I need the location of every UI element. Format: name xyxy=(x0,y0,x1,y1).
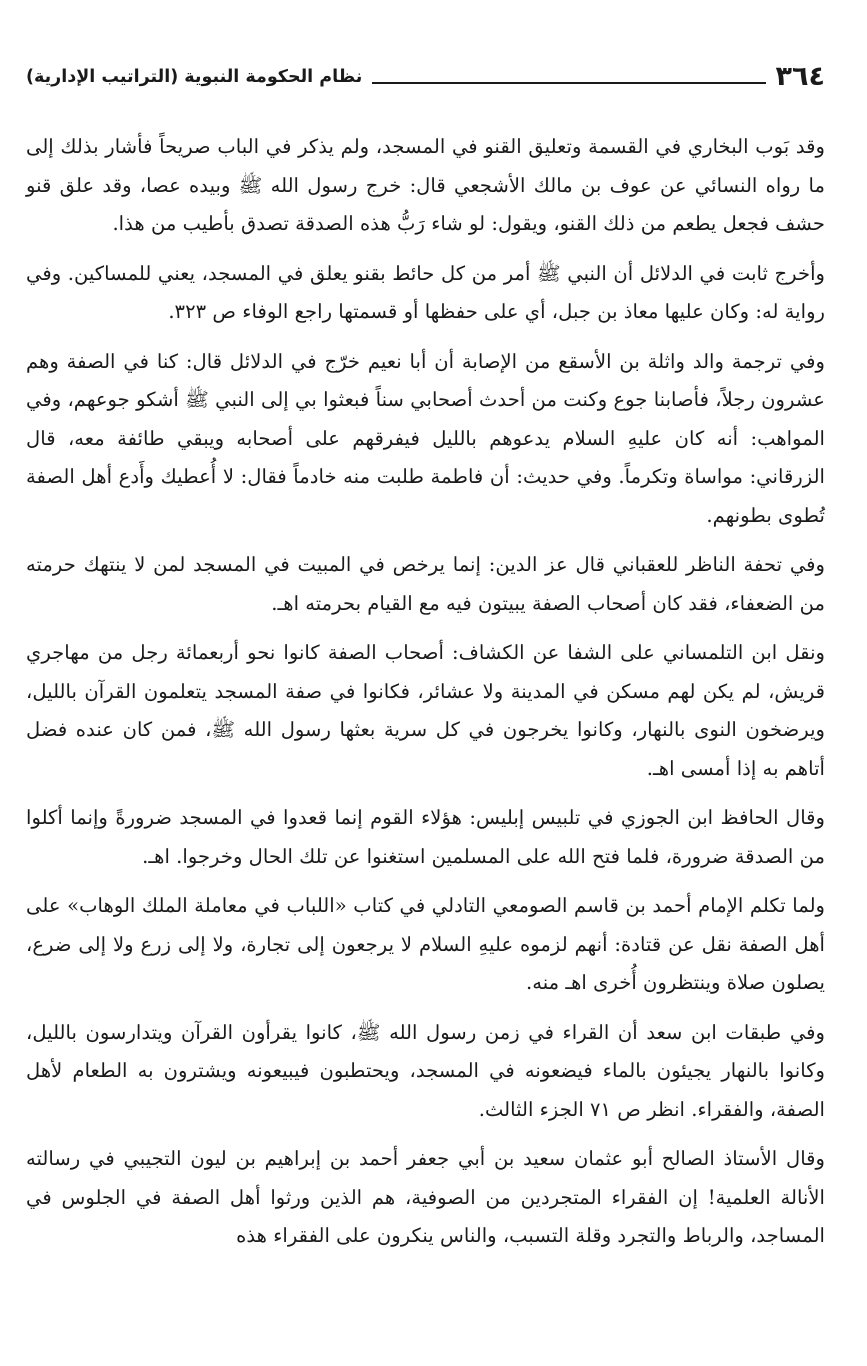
paragraph: وأخرج ثابت في الدلائل أن النبي ﷺ أمر من كل حائط بقنو يعلق في المسجد، يعني للمساكين. وفي رواية له: وكان عليها معاذ بن جبل، أي على حفظها أو قسمتها راجع الوفاء ص ٣٢٣. xyxy=(26,261,825,323)
header-rule xyxy=(372,82,765,84)
paragraph: وفي ترجمة والد واثلة بن الأسقع من الإصابة أن أبا نعيم خرّج في الدلائل قال: كنا في الصفة وهم عشرون رجلاً، فأصابنا جوع وكنت من أحدث أصحابي سناً فبعثوا بي إلى النبي ﷺ أشكو جوعهم، وفي المواهب: أنه كان عليهِ السلام يدعوهم بالليل فيفرقهم على أصحابه ويبقي طائفة معه، قال الزرقاني: مواساة وتكرماً. وفي حديث: أن فاطمة طلبت منه خادماً فقال: لا أُعطيك وأَدع أهل الصفة تُطوى بطونهم. xyxy=(26,349,825,527)
page-number: ٣٦٤ xyxy=(775,61,825,92)
paragraph: وقد بَوب البخاري في القسمة وتعليق القنو في المسجد، ولم يذكر في الباب صريحاً فأشار بذلك إلى ما رواه النسائي عن عوف بن مالك الأشجعي قال: خرج رسول الله ﷺ وبيده عصا، وقد علق قنو حشف فجعل يطعم من ذلك القنو، ويقول: لو شاء رَبُّ هذه الصدقة تصدق بأطيب من هذا. xyxy=(26,135,825,235)
paragraph: وقال الحافظ ابن الجوزي في تلبيس إبليس: هؤلاء القوم إنما قعدوا في المسجد ضرورةً وإنما أكلوا من الصدقة ضرورة، فلما فتح الله على المسلمين استغنوا عن تلك الحال وخرجوا. اهـ. xyxy=(26,806,825,868)
paragraph: وفي طبقات ابن سعد أن القراء في زمن رسول الله ﷺ، كانوا يقرأون القرآن ويتدارسون بالليل، وكانوا بالنهار يجيئون بالماء فيضعونه في المسجد، ويحتطبون فيبيعونه ويشترون به الطعام لأهل الصفة، والفقراء. انظر ص ٧١ الجزء الثالث. xyxy=(26,1020,825,1121)
paragraph: ونقل ابن التلمساني على الشفا عن الكشاف: أصحاب الصفة كانوا نحو أربعمائة رجل من مهاجري قريش، لم يكن لهم مسكن في المدينة ولا عشائر، فكانوا في صفة المسجد يتعلمون القرآن بالليل، ويرضخون النوى بالنهار، وكانوا يخرجون في كل سرية بعثها رسول الله ﷺ، فمن كان عنده فضل أتاهم به إذا أمسى اهـ. xyxy=(26,641,825,780)
paragraph: ولما تكلم الإمام أحمد بن قاسم الصومعي التادلي في كتاب «اللباب في معاملة الملك الوهاب» على أهل الصفة نقل عن قتادة: أنهم لزموه عليهِ السلام لا يرجعون إلى تجارة، ولا إلى زرع ولا إلى ضرع، يصلون صلاة وينتظرون أُخرى اهـ منه. xyxy=(26,894,825,994)
running-header xyxy=(26,46,825,90)
page-body xyxy=(26,128,825,1256)
paragraph: وفي تحفة الناظر للعقباني قال عز الدين: إنما يرخص في المبيت في المسجد لمن لا ينتهك حرمته من الضعفاء، فقد كان أصحاب الصفة يبيتون فيه مع القيام بحرمته اهـ. xyxy=(26,553,825,615)
paragraph: وقال الأستاذ الصالح أبو عثمان سعيد بن أبي جعفر أحمد بن إبراهيم بن ليون التجيبي في رسالته الأنالة العلمية! إن الفقراء المتجردين من الصوفية، هم الذين ورثوا أهل الصفة في الجلوس في المساجد، والرباط والتجرد وقلة التسبب، والناس ينكرون على الفقراء هذه xyxy=(26,1147,825,1247)
running-title: نظام الحكومة النبوية (التراتيب الإدارية) xyxy=(26,67,363,87)
